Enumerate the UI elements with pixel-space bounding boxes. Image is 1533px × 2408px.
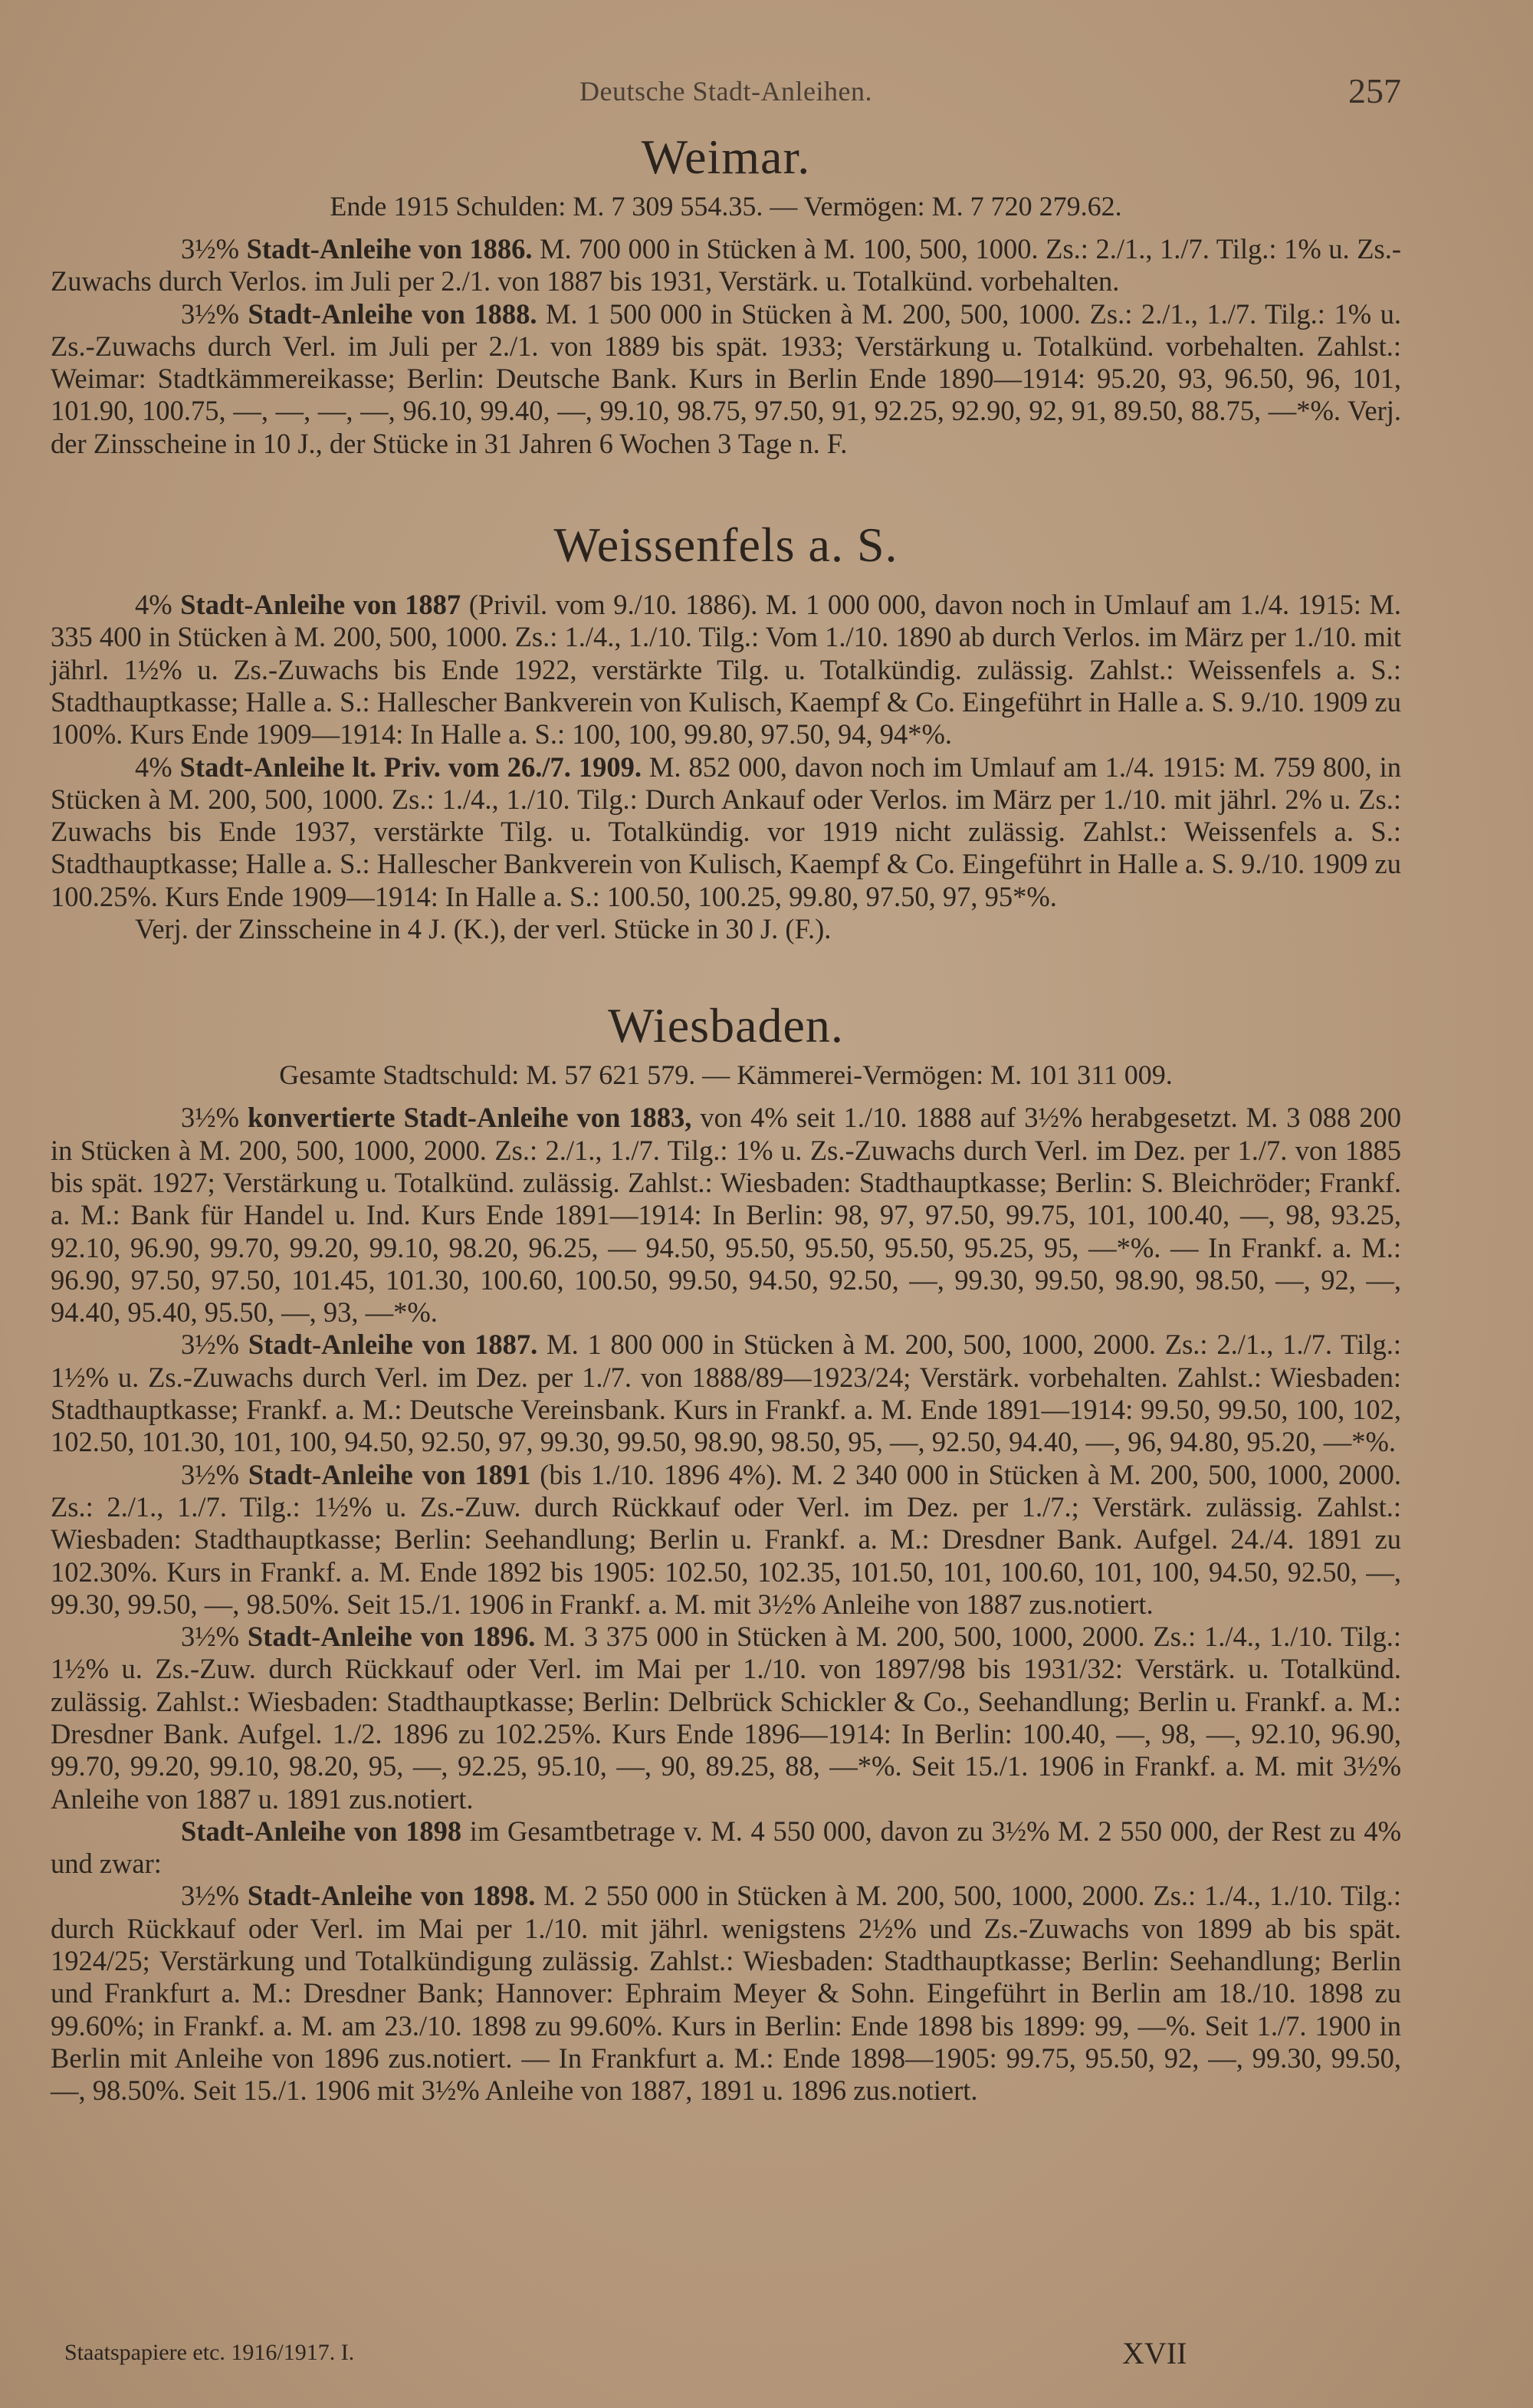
rate: 3½%: [181, 1880, 248, 1912]
loan-paragraph: [51, 1459, 1401, 1621]
page-number: 257: [1348, 71, 1401, 110]
loan-details: (bis 1./10. 1896 4%). M. 2 340 000 in Stücken à M. 200, 500, 1000, 2000. Zs.: 2./1., 1./7. Tilg.: 1½% u. Zs.-Zuw. durch Rückkauf oder Verl. im Dez. per 1./7.; Verstärk. zulässig. Zahlst.: Wiesbaden: Stadthauptkasse; Berlin: Seehandlung; Berlin u. Frankf. a. M.: Dresdner Bank. Aufgel. 24./4. 1891 zu 102.30%. Kurs in Frankf. a. M. Ende 1892 bis 1905: 102.50, 102.35, 101.50, 101, 100.60, 101, 100, 94.50, 92.50, —, 99.30, 99.50, —, 98.50%. Seit 15./1. 1906 in Frankf. a. M. mit 3½% Anleihe von 1887 zus.notiert.: [51, 1458, 1401, 1620]
running-header: [51, 0, 1401, 130]
loan-details: M. 700 000 in Stücken à M. 100, 500, 1000. Zs.: 2./1., 1./7. Tilg.: 1% u. Zs.-Zuwachs durch Verlos. im Juli per 2./1. von 1887 bis 1931, Verstärk. u. Totalkünd. vorbehalten.: [51, 233, 1401, 297]
loan-paragraph: [51, 233, 1401, 298]
imprint: Staatspapiere etc. 1916/1917. I.: [64, 2340, 355, 2365]
rate: 4%: [135, 589, 181, 621]
page-footer: [64, 2336, 1214, 2370]
loan-paragraph: [51, 1329, 1401, 1458]
running-title: Deutsche Stadt-Anleihen.: [579, 76, 872, 107]
loan-title: Stadt-Anleihe von 1898: [181, 1815, 462, 1847]
loan-title: Stadt-Anleihe von 1887.: [248, 1329, 538, 1361]
loan-paragraph: [51, 1621, 1401, 1815]
section-heading: Wiesbaden.: [608, 998, 844, 1053]
rate: 3½%: [181, 297, 248, 330]
loan-title: Stadt-Anleihe lt. Priv. vom 26./7. 1909.: [179, 751, 642, 783]
loan-title: Stadt-Anleihe von 1891: [248, 1458, 531, 1490]
loan-title: Stadt-Anleihe von 1886.: [246, 233, 533, 264]
rate: 3½%: [181, 1329, 248, 1361]
loan-details: M. 2 550 000 in Stücken à M. 200, 500, 1000, 2000. Zs.: 1./4., 1./10. Tilg.: durch Rückkauf oder Verl. im Mai per 1./10. mit jährl. wenigstens 2½% und Zs.-Zuwachs von 1899 ab bis spät. 1924/25; Verstärkung und Totalkündigung zulässig. Zahlst.: Wiesbaden: Stadthauptkasse; Berlin: Seehandlung; Berlin und Frankfurt a. M.: Dresdner Bank; Hannover: Ephraim Meyer & Sohn. Eingeführt in Berlin am 18./10. 1898 zu 99.60%; in Frankf. a. M. am 23./10. 1898 zu 99.60%. Kurs in Berlin: Ende 1898 bis 1899: 99, —%. Seit 1./7. 1900 in Berlin mit Anleihe von 1896 zus.notiert. — In Frankfurt a. M.: Ende 1898—1905: 99.75, 95.50, 92, —, 99.30, 99.50, —, 98.50%. Seit 15./1. 1906 mit 3½% Anleihe von 1887, 1891 u. 1896 zus.notiert.: [51, 1880, 1401, 2107]
loan-paragraph: [51, 751, 1401, 913]
rate: 3½%: [181, 233, 247, 264]
loan-paragraph: [51, 589, 1401, 751]
loan-details: M. 3 375 000 in Stücken à M. 200, 500, 1000, 2000. Zs.: 1./4., 1./10. Tilg.: 1½% u. Zs.-Zuw. durch Rückkauf oder Verl. im Mai per 1./10. von 1897/98 bis 1931/32: Verstärk. u. Totalkünd. zulässig. Zahlst.: Wiesbaden: Stadthauptkasse; Berlin: Delbrück Schickler & Co., Seehandlung; Berlin u. Frankf. a. M.: Dresdner Bank. Aufgel. 1./2. 1896 zu 102.25%. Kurs Ende 1896—1914: In Berlin: 100.40, —, 98, —, 92.10, 96.90, 99.70, 99.20, 99.10, 98.20, 95, —, 92.25, 95.10, —, 90, 89.25, 88, —*%. Seit 15./1. 1906 in Frankf. a. M. mit 3½% Anleihe von 1887 u. 1891 zus.notiert.: [51, 1621, 1401, 1815]
loan-title: Stadt-Anleihe von 1887: [180, 589, 461, 621]
loan-paragraph: [51, 1102, 1401, 1329]
loan-details: von 4% seit 1./10. 1888 auf 3½% herabgesetzt. M. 3 088 200 in Stücken à M. 200, 500, 1000, 2000. Zs.: 2./1., 1./7. Tilg.: 1% u. Zs.-Zuwachs durch Verl. im Dez. per 1./7. von 1885 bis spät. 1927; Verstärkung u. Totalkünd. zulässig. Zahlst.: Wiesbaden: Stadthauptkasse; Berlin: S. Bleichröder; Frankf. a. M.: Bank für Handel u. Ind. Kurs Ende 1891—1914: In Berlin: 98, 97, 97.50, 99.75, 101, 100.40, —, 98, 93.25, 92.10, 96.90, 99.70, 99.20, 99.10, 98.20, 96.25, — 94.50, 95.50, 95.50, 95.50, 95.25, 95, —*%. — In Frankf. a. M.: 96.90, 97.50, 97.50, 101.45, 101.30, 100.60, 100.50, 99.50, 94.50, 92.50, —, 99.30, 99.50, 98.90, 98.50, —, 92, —, 94.40, 95.40, 95.50, —, 93, —*%.: [51, 1102, 1402, 1329]
loan-paragraph: [51, 298, 1401, 460]
rate: 3½%: [181, 1102, 248, 1134]
note-text: Verj. der Zinsscheine in 4 J. (K.), der verl. Stücke in 30 J. (F.).: [135, 913, 832, 945]
loan-title: Stadt-Anleihe von 1896.: [247, 1621, 536, 1653]
loan-title: konvertierte Stadt-Anleihe von 1883,: [248, 1102, 692, 1134]
rate: 4%: [135, 751, 180, 783]
signature-mark: XVII: [1122, 2336, 1187, 2370]
loan-details: M. 1 500 000 in Stücken à M. 200, 500, 1000. Zs.: 2./1., 1./7. Tilg.: 1% u. Zs.-Zuwachs durch Verl. im Juli per 2./1. von 1889 bis spät. 1933; Verstärkung u. Totalkünd. vorbehalten. Zahlst.: Weimar: Stadtkämmereikasse; Berlin: Deutsche Bank. Kurs in Berlin Ende 1890—1914: 95.20, 93, 96.50, 96, 101, 101.90, 100.75, —, —, —, —, 96.10, 99.40, —, 99.10, 98.75, 97.50, 91, 92.25, 92.90, 92, 91, 89.50, 88.75, —*%. Verj. der Zinsscheine in 10 J., der Stücke in 31 Jahren 6 Wochen 3 Tage n. F.: [51, 297, 1401, 459]
loan-details: M. 1 800 000 in Stücken à M. 200, 500, 1000, 2000. Zs.: 2./1., 1./7. Tilg.: 1½% u. Zs.-Zuwachs durch Verl. im Dez. per 1./7. von 1888/89—1923/24; Verstärk. vorbehalten. Zahlst.: Wiesbaden: Stadthauptkasse; Frankf. a. M.: Deutsche Vereinsbank. Kurs in Frankf. a. M. Ende 1891—1914: 99.50, 99.50, 100, 102, 102.50, 101.30, 101, 100, 94.50, 92.50, 97, 99.30, 99.50, 98.90, 98.50, 95, —, 92.50, 94.40, —, 96, 94.80, 95.20, —*%.: [51, 1329, 1401, 1458]
rate: 3½%: [181, 1458, 248, 1490]
section-wiesbaden: [51, 999, 1401, 2107]
loan-details: im Gesamtbetrage v. M. 4 550 000, davon zu 3½% M. 2 550 000, der Rest zu 4% und zwar:: [51, 1815, 1401, 1880]
section-heading: Weimar.: [641, 130, 811, 184]
loan-details: M. 852 000, davon noch im Umlauf am 1./4. 1915: M. 759 800, in Stücken à M. 200, 500, 1000. Zs.: 1./4., 1./10. Tilg.: Durch Ankauf oder Verlos. im März per 1./10. mit jährl. 2% u. Zs.: Zuwachs bis Ende 1937, verstärkte Tilg. u. Totalkündig. vor 1919 nicht zulässig. Zahlst.: Weissenfels a. S.: Stadthauptkasse; Halle a. S.: Hallescher Bankverein von Kulisch, Kaempf & Co. Eingeführt in Halle a. S. 9./10. 1909 zu 100.25%. Kurs Ende 1909—1914: In Halle a. S.: 100.50, 100.25, 99.80, 97.50, 97, 95*%.: [51, 751, 1402, 912]
section-heading: Weissenfels a. S.: [553, 517, 898, 573]
document-page: [51, 0, 1401, 2153]
loan-title: Stadt-Anleihe von 1898.: [247, 1880, 536, 1912]
section-weimar: [51, 130, 1401, 460]
loan-title: Stadt-Anleihe von 1888.: [248, 297, 537, 330]
loan-paragraph: [51, 1880, 1401, 2107]
loan-details: (Privil. vom 9./10. 1886). M. 1 000 000, davon noch in Umlauf am 1./4. 1915: M. 335 400 in Stücken à M. 200, 500, 1000. Zs.: 1./4., 1./10. Tilg.: Vom 1./10. 1890 ab durch Verlos. im März per 1./10. mit jährl. 1½% u. Zs.-Zuwachs bis Ende 1922, verstärkte Tilg. u. Totalkündig. zulässig. Zahlst.: Weissenfels a. S.: Stadthauptkasse; Halle a. S.: Hallescher Bankverein von Kulisch, Kaempf & Co. Eingeführt in Halle a. S. 9./10. 1909 zu 100%. Kurs Ende 1909—1914: In Halle a. S.: 100, 100, 99.80, 97.50, 94, 94*%.: [51, 589, 1401, 751]
loan-paragraph: [51, 1815, 1401, 1881]
section-weissenfels: [51, 518, 1401, 945]
rate: 3½%: [181, 1621, 248, 1653]
section-intro: Gesamte Stadtschuld: M. 57 621 579. — Kämmerei-Vermögen: M. 101 311 009.: [279, 1059, 1173, 1091]
limitation-note: [51, 913, 1401, 945]
section-intro: Ende 1915 Schulden: M. 7 309 554.35. — Vermögen: M. 7 720 279.62.: [330, 191, 1122, 222]
